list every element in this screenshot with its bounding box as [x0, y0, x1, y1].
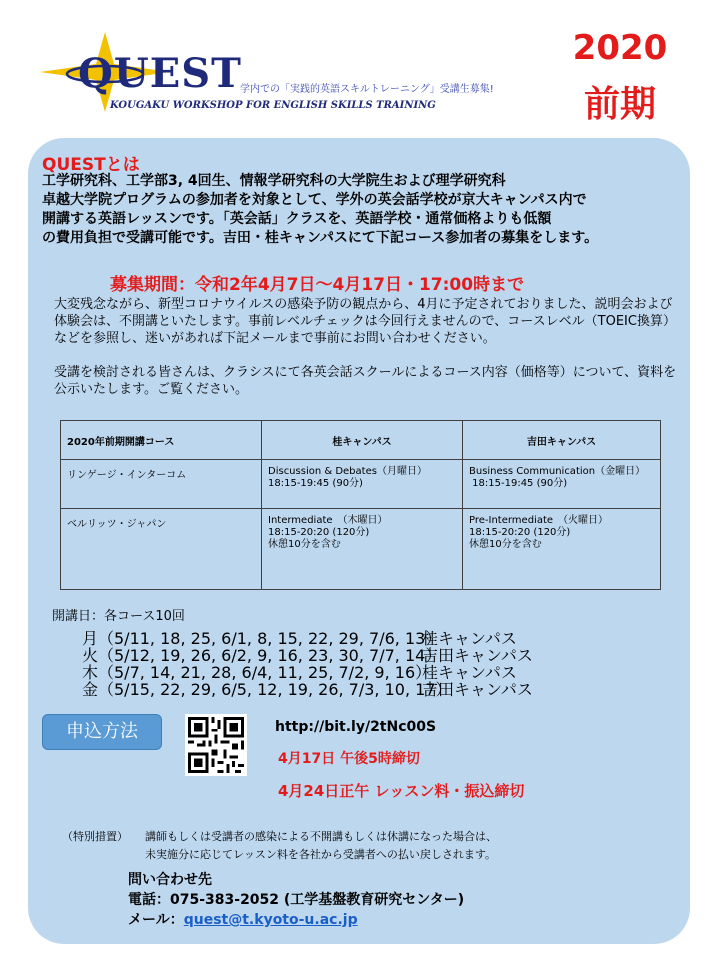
course-table: [60, 420, 661, 590]
schedule-dates: 火（5/12, 19, 26, 6/2, 9, 16, 23, 30, 7/7, 14）: [82, 646, 442, 665]
special-line: 未実施分に応じてレッスン料を各社から受講者への払い戻しされます。: [145, 848, 497, 861]
qr-code-icon[interactable]: [185, 714, 247, 776]
table-cell: [262, 509, 463, 590]
course-note: 休憩10分を含む: [268, 539, 341, 550]
notice: [54, 296, 682, 398]
course-name: Discussion & Debates（月曜日）: [268, 466, 427, 477]
phone-label: 電話：: [128, 892, 170, 908]
table-cell: [463, 509, 661, 590]
tagline: 学内での「実践的英語スキルトレーニング」受講生募集!: [240, 84, 494, 95]
schedule-title: 開講日：各コース10回: [52, 609, 185, 624]
apply-url-link[interactable]: http://bit.ly/2tNc00S: [275, 719, 437, 735]
schedule-dates: 月（5/11, 18, 25, 6/1, 8, 15, 22, 29, 7/6, 13）: [82, 629, 442, 648]
special-measures-label: （特別措置）: [62, 830, 128, 843]
logo-subtitle: KOUGAKU WORKSHOP FOR ENGLISH SKILLS TRAINING: [110, 100, 436, 111]
schedule-dates: 金（5/15, 22, 29, 6/5, 12, 19, 26, 7/3, 10, 17）: [82, 680, 452, 699]
about-line: 卓越大学院プログラムの参加者を対象として、学外の英会話学校が京大キャンパス内で: [42, 192, 587, 208]
recruitment-period: 募集期間：令和2年4月7日～4月17日・17:00時まで: [110, 275, 525, 295]
schedule-campus: 桂キャンパス: [422, 663, 517, 682]
course-time: 18:15-20:20 (120分): [469, 527, 571, 538]
about-line: の費用負担で受講可能です。吉田・桂キャンパスにて下記コース参加者の募集をします。: [42, 230, 599, 246]
school-name: リンゲージ・インターコム: [61, 460, 262, 509]
table-header: 吉田キャンパス: [463, 421, 661, 460]
mail-label: メール：: [128, 912, 184, 928]
course-time: 18:15-19:45 (90分): [268, 478, 363, 489]
schedule-campus: 吉田キャンパス: [422, 680, 533, 699]
term-label: 前期: [583, 84, 656, 125]
table-header: 桂キャンパス: [262, 421, 463, 460]
notice-paragraph: 受講を検討される皆さんは、クラシスにて各英会話スクールによるコース内容（価格等）について、資料を公示いたします。ご覧ください。: [54, 365, 677, 397]
apply-method-button[interactable]: 申込方法: [42, 714, 162, 750]
schedule-campus: 桂キャンパス: [422, 629, 517, 648]
course-note: 休憩10分を含む: [469, 539, 542, 550]
course-time: 18:15-19:45 (90分): [469, 478, 568, 489]
contact-phone-line: [128, 890, 464, 910]
about-line: 開講する英語レッスンです。「英会話」クラスを、英語学校・通常価格よりも低額: [42, 211, 552, 227]
table-row: [61, 509, 661, 590]
special-measures-text: [145, 828, 625, 864]
term-year: 2020: [572, 28, 668, 68]
contact-mail-line: [128, 910, 464, 930]
about-line: 工学研究科、工学部3, 4回生、情報学研究科の大学院生および理学研究科: [42, 173, 506, 189]
payment-deadline: 4月24日正午 レッスン料・振込締切: [278, 782, 525, 800]
contact-block: [128, 870, 464, 930]
course-time: 18:15-20:20 (120分): [268, 527, 370, 538]
table-header: 2020年前期開講コース: [61, 421, 262, 460]
schedule-campus: 吉田キャンパス: [422, 646, 533, 665]
about-text: [42, 172, 692, 248]
course-name: Intermediate （木曜日）: [268, 515, 388, 526]
phone-number: 075-383-2052 (工学基盤教育研究センター): [170, 892, 465, 908]
course-name: Pre-Intermediate （火曜日）: [469, 515, 609, 526]
logo-wordmark: QUEST: [78, 50, 242, 97]
email-link[interactable]: quest@t.kyoto-u.ac.jp: [183, 912, 358, 928]
table-cell: [262, 460, 463, 509]
notice-paragraph: 大変残念ながら、新型コロナウイルスの感染予防の観点から、4月に予定されておりました、説明会および体験会は、不開講といたします。事前レベルチェックは今回行えませんので、コースレベル（TOEIC換算）などを参照し、迷いがあれば下記メールまで事前にお問い合わせください。: [54, 297, 676, 346]
course-name: Business Communication（金曜日）: [469, 466, 646, 477]
schedule-dates: 木（5/7, 14, 21, 28, 6/4, 11, 25, 7/2, 9, 16）: [82, 663, 432, 682]
table-header-row: [61, 421, 661, 460]
about-title: QUESTとは: [42, 155, 140, 175]
contact-title: 問い合わせ先: [128, 872, 212, 888]
table-cell: [463, 460, 661, 509]
special-line: 講師もしくは受講者の感染による不開講もしくは休講になった場合は、: [145, 830, 497, 843]
application-deadline: 4月17日 午後5時締切: [278, 751, 420, 767]
table-row: [61, 460, 661, 509]
school-name: ベルリッツ・ジャパン: [61, 509, 262, 590]
